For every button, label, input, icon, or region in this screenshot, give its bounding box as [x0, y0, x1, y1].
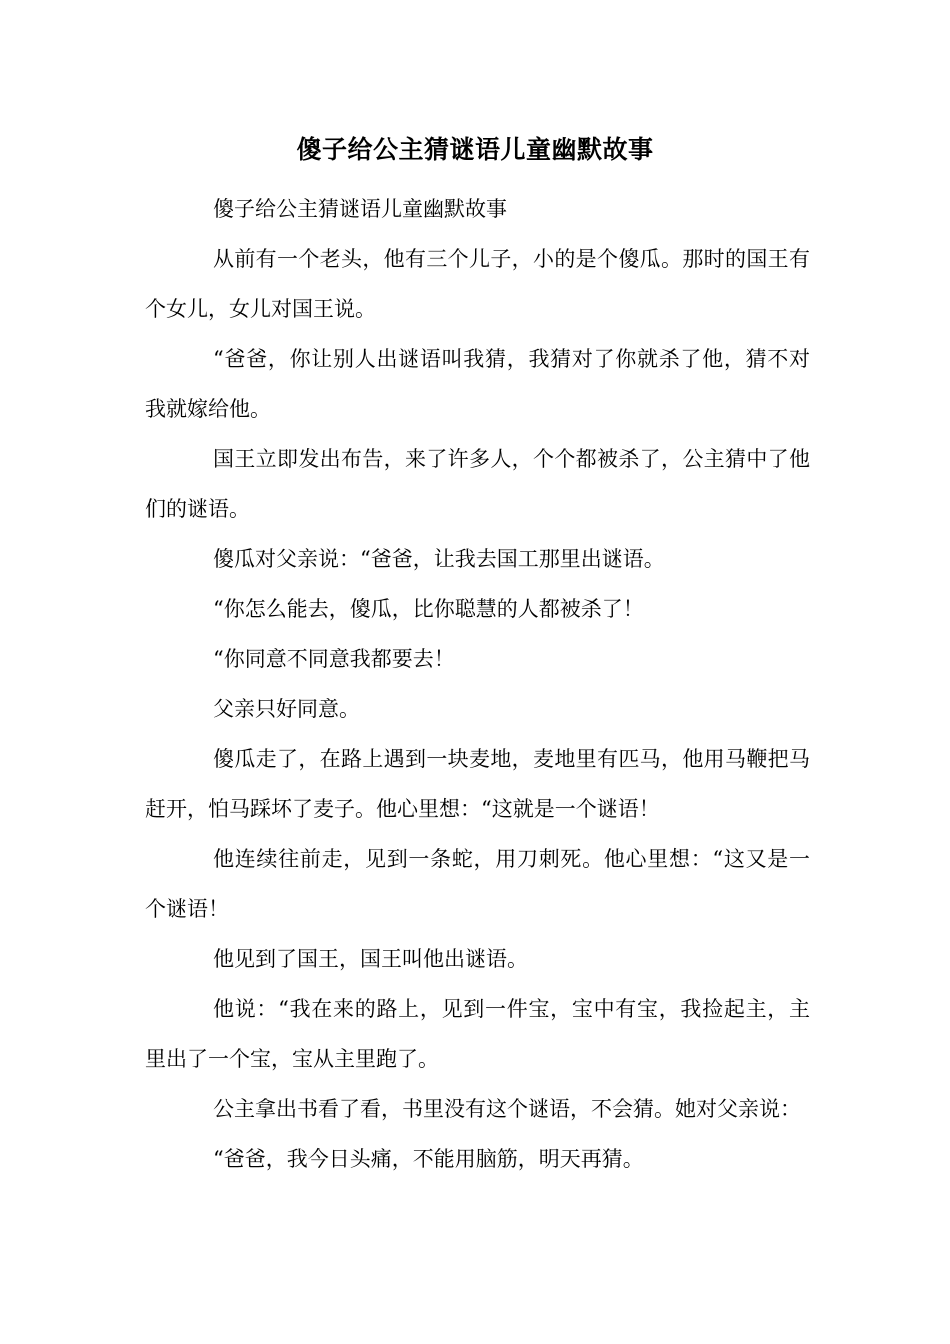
paragraph: 傻子给公主猜谜语儿童幽默故事 [213, 197, 507, 221]
paragraph: “你同意不同意我都要去！ [213, 647, 455, 671]
paragraph: 父亲只好同意。 [213, 697, 360, 721]
paragraph: 他说：“我在来的路上，见到一件宝，宝中有宝，我捡起主，主里出了一个宝，宝从主里跑了。 [145, 997, 810, 1071]
paragraph: 傻瓜对父亲说：“爸爸，让我去国工那里出谜语。 [213, 547, 665, 571]
paragraph: 公主拿出书看了看，书里没有这个谜语，不会猜。她对父亲说： [213, 1097, 801, 1121]
paragraph: “你怎么能去，傻瓜，比你聪慧的人都被杀了！ [213, 597, 644, 621]
paragraph: 他见到了国王，国王叫他出谜语。 [213, 947, 528, 971]
paragraph: 从前有一个老头，他有三个儿子，小的是个傻瓜。那时的国王有个女儿，女儿对国王说。 [145, 247, 810, 321]
document-body [145, 184, 810, 1184]
paragraph: 他连续往前走，见到一条蛇，用刀刺死。他心里想：“这又是一个谜语！ [145, 847, 810, 921]
paragraph: “爸爸，你让别人出谜语叫我猜，我猜对了你就杀了他，猜不对我就嫁给他。 [145, 347, 810, 421]
document-title: 傻子给公主猜谜语儿童幽默故事 [296, 135, 654, 164]
paragraph: 傻瓜走了，在路上遇到一块麦地，麦地里有匹马，他用马鞭把马赶开，怕马踩坏了麦子。他心里想：“这就是一个谜语！ [145, 747, 810, 821]
paragraph: “爸爸，我今日头痛，不能用脑筋，明天再猜。 [213, 1147, 644, 1171]
paragraph: 国王立即发出布告，来了许多人，个个都被杀了，公主猜中了他们的谜语。 [145, 447, 810, 521]
